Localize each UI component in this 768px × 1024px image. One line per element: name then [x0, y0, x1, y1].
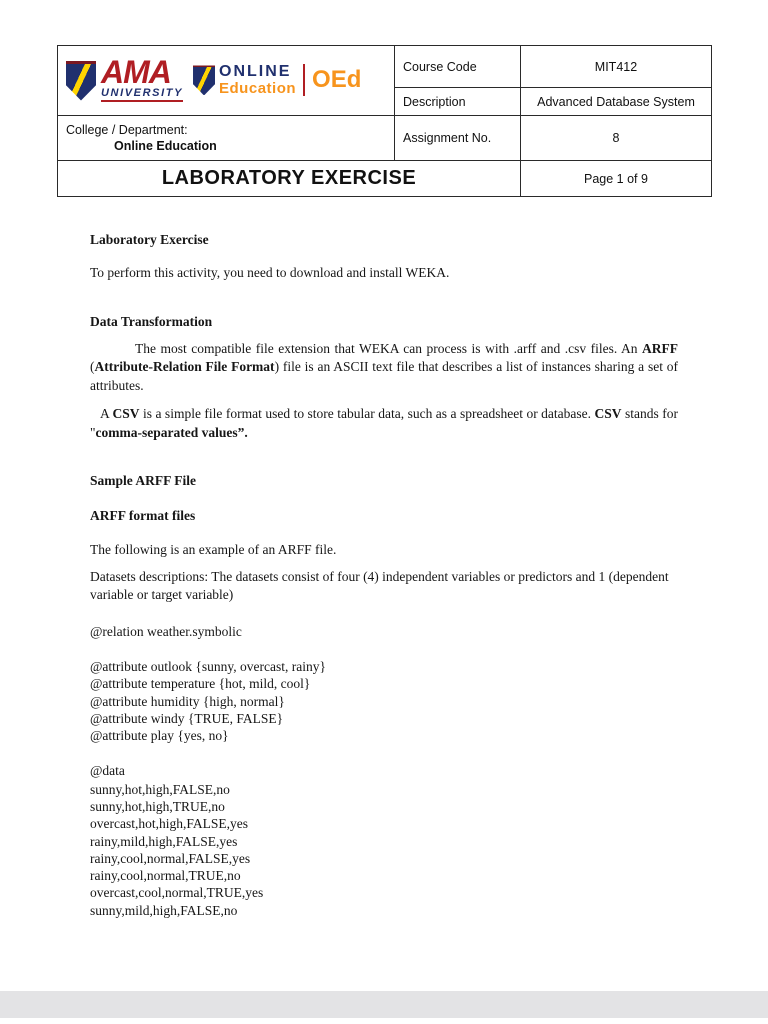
- text-segment: A: [100, 406, 113, 422]
- online-logo-text: ONLINE: [219, 63, 292, 81]
- arff-attribute-line: @attribute windy {TRUE, FALSE}: [90, 710, 284, 726]
- arff-attribute-line: @attribute temperature {hot, mild, cool}: [90, 676, 311, 692]
- college-department-cell: [58, 116, 395, 161]
- text-segment: ARFF: [642, 341, 678, 357]
- text-segment: comma-separated values”.: [95, 424, 248, 440]
- college-department-value: Online Education: [114, 139, 217, 153]
- description-label: Description: [395, 88, 521, 116]
- arff-attribute-line: @attribute humidity {high, normal}: [90, 693, 285, 709]
- text-segment: Attribute-Relation File Format: [94, 359, 275, 375]
- text-segment: CSV: [112, 406, 140, 422]
- logo-cell: [58, 46, 395, 116]
- oed-logo-text: OEd: [312, 66, 362, 94]
- intro-paragraph: To perform this activity, you need to download and install WEKA.: [90, 265, 450, 281]
- csv-description-paragraph: [90, 405, 678, 442]
- text-segment: The most compatible file extension that WEKA can process is with .arff and .csv files. An: [135, 341, 642, 357]
- next-page-edge: [0, 1018, 768, 1024]
- arff-data-line: overcast,hot,high,FALSE,yes: [90, 816, 248, 832]
- arff-description-paragraph: [90, 340, 678, 395]
- assignment-no-label: Assignment No.: [395, 116, 521, 161]
- page-number: Page 1 of 9: [521, 161, 712, 197]
- course-code-label: Course Code: [395, 46, 521, 88]
- datasets-description-line: Datasets descriptions: The datasets consist of four (4) independent variables or predictors and 1 (dependent variable or target variable): [90, 568, 669, 603]
- heading-laboratory-exercise: Laboratory Exercise: [90, 232, 209, 247]
- header-table: [57, 45, 712, 197]
- document-body: [90, 231, 678, 919]
- text-segment: CSV: [594, 406, 622, 422]
- ama-logo-text: AMA: [101, 54, 171, 91]
- oed-shield-icon: [193, 65, 215, 95]
- arff-data-line: sunny,hot,high,FALSE,no: [90, 781, 230, 797]
- text-segment: ) file is an ASCII text file that describes a list of instances sharing a set of attributes.: [90, 359, 679, 393]
- page-gap: [0, 991, 768, 1018]
- description-value: Advanced Database System: [521, 88, 712, 116]
- education-logo-text: Education: [219, 80, 297, 98]
- arff-data-line: sunny,mild,high,FALSE,no: [90, 902, 238, 918]
- assignment-no-value: 8: [521, 116, 712, 161]
- arff-data-line: rainy,mild,high,FALSE,yes: [90, 833, 238, 849]
- logo-divider: [303, 64, 305, 96]
- arff-data-block: [90, 781, 678, 919]
- heading-sample-arff-file: Sample ARFF File: [90, 472, 196, 488]
- heading-arff-format-files: ARFF format files: [90, 508, 196, 524]
- text-segment: stands for ": [90, 406, 678, 440]
- arff-attribute-line: @attribute play {yes, no}: [90, 728, 229, 744]
- ama-logo-text-group: [101, 54, 184, 101]
- online-education-logo: [193, 64, 361, 97]
- ama-university-logo: [66, 54, 184, 101]
- arff-data-line: rainy,cool,normal,TRUE,no: [90, 868, 241, 884]
- arff-data-keyword: @data: [90, 763, 125, 779]
- logo-row: [66, 54, 386, 101]
- college-department-label: College / Department:: [66, 123, 188, 137]
- arff-relation-line: @relation weather.symbolic: [90, 623, 242, 639]
- course-code-value: MIT412: [521, 46, 712, 88]
- arff-data-line: overcast,cool,normal,TRUE,yes: [90, 885, 264, 901]
- text-segment: is a simple file format used to store tabular data, such as a spreadsheet or database.: [139, 406, 595, 422]
- arff-attributes-block: [90, 658, 678, 744]
- example-intro-line: The following is an example of an ARFF file.: [90, 541, 337, 557]
- heading-data-transformation: Data Transformation: [90, 313, 213, 329]
- text-segment: (: [90, 359, 95, 375]
- university-logo-text: UNIVERSITY: [101, 87, 183, 102]
- arff-attribute-line: @attribute outlook {sunny, overcast, rainy}: [90, 659, 326, 675]
- arff-data-line: sunny,hot,high,TRUE,no: [90, 798, 225, 814]
- online-education-text-group: [219, 64, 296, 97]
- arff-data-line: rainy,cool,normal,FALSE,yes: [90, 850, 251, 866]
- ama-shield-icon: [66, 61, 96, 101]
- document-title: LABORATORY EXERCISE: [58, 161, 521, 197]
